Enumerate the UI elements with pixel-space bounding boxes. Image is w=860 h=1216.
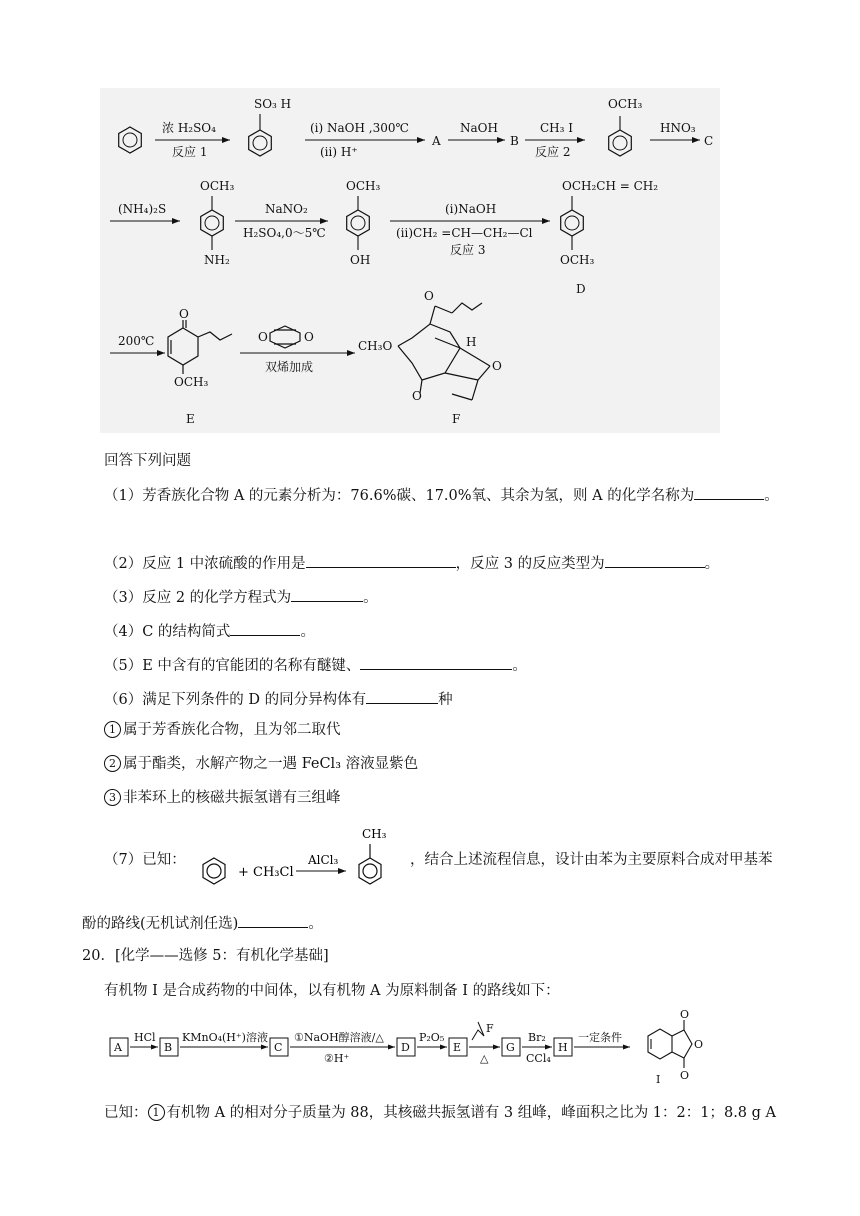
circled-number: 2 [104,755,121,772]
box-G: G [506,1041,515,1054]
answer-blank-q1[interactable] [694,485,764,500]
box-C: C [274,1041,283,1054]
reagent-label: NaOH [460,121,498,135]
compound-B-label: B [510,134,519,148]
condition-1 [104,720,341,740]
f-carbonyl-o-label: O [424,289,434,303]
question-7-end: 。 [308,916,323,932]
f-carbonyl-o-label: O [492,359,502,373]
benzoquinone-structure [270,326,300,348]
problem-20-title: 20．[化学——选修 5：有机化学基础] [82,948,329,964]
box-D: D [401,1041,410,1054]
reagent-kmno4: KMnO₄(H⁺)溶液 [182,1031,268,1044]
answer-blank-q4[interactable] [230,621,300,636]
question-1-text: （1）芳香族化合物 A 的元素分析为：76.6%碳、17.0%氧、其余为氢，则 A 的化学名称为 [104,488,695,504]
question-5 [104,655,527,676]
p-methoxyphenol-ring [347,210,370,236]
condition-3-text: 非苯环上的核磁共振氢谱有三组峰 [123,790,341,806]
question-6-end: 种 [438,692,453,708]
question-2-text-a: （2）反应 1 中浓硫酸的作用是 [104,556,306,572]
carbonyl-o-label: O [179,307,189,321]
ch3cl-label: + CH₃Cl [238,865,294,880]
problem-20-intro: 有机物 I 是合成药物的中间体，以有机物 A 为原料制备 I 的路线如下： [104,983,560,999]
compound-E-structure [168,320,232,374]
friedel-crafts-equation [196,820,406,890]
reagent-label: (ⅰ)NaOH [445,202,497,216]
anhydride-o-label: O [680,1008,690,1021]
alcl3-label: AlCl₃ [308,853,339,867]
compound-C-label: C [704,134,714,148]
circled-number: 1 [104,721,121,738]
anisole-ring [609,130,632,156]
question-1-end: 。 [764,488,779,504]
quinone-o-label: O [258,330,268,344]
box-B: B [164,1041,173,1054]
reagent-p2o5: P₂O₅ [419,1031,445,1044]
anhydride-o-label: O [680,1069,690,1082]
benzene-ring [119,127,142,153]
compound-D-ring [561,210,584,236]
friedel-crafts-svg [196,820,406,890]
oh-label: OH [350,253,371,267]
reagent-label: 浓 H₂SO₄ [162,121,216,135]
answer-blank-q2a[interactable] [306,553,456,568]
question-2-end: 。 [704,556,720,572]
question-5-end: 。 [512,658,527,674]
question-6-text: （6）满足下列条件的 D 的同分异构体有 [104,692,367,708]
reagent-label: (NH₄)₂S [118,202,167,216]
problem-20-known [104,1103,776,1123]
och3-label: OCH₃ [560,253,595,267]
question-7-text-c: 酚的路线(无机试剂任选) [82,916,239,932]
allyl-ether-label: OCH₂CH = CH₂ [562,179,659,193]
question-7-continued [82,913,323,934]
reaction-label: 反应 3 [450,243,486,257]
compound-D-label: D [576,282,586,296]
answer-blank-q2b[interactable] [605,553,705,568]
answer-blank-q7[interactable] [238,913,308,928]
reagent-br2: Br₂ [528,1031,546,1044]
reagent-label: NaNO₂ [265,202,308,216]
och3-label: OCH₃ [200,179,235,193]
circled-number: 3 [104,789,121,806]
compound-F-label: F [452,412,461,426]
question-4-text: （4）C 的结构简式 [104,624,231,640]
synthesis-scheme [100,88,720,433]
compound-I-label: I [656,1073,661,1086]
box-H: H [558,1041,568,1054]
question-4-end: 。 [300,624,315,640]
och3-label: OCH₃ [346,179,381,193]
reagent-label: CH₃ I [540,121,574,135]
reagent-h-plus: ②H⁺ [324,1052,350,1065]
compound-F-structure [398,303,490,400]
question-1 [104,485,779,506]
question-3-text: （3）反应 2 的化学方程式为 [104,590,292,606]
reagent-F: F [486,1022,494,1035]
f-carbonyl-o-label: O [412,389,422,403]
question-5-text: （5）E 中含有的官能团的名称有醚键、 [104,658,361,674]
reagent-label: 200℃ [118,334,155,348]
ch3-label: CH₃ [362,827,387,841]
problem-20-svg [100,1008,720,1088]
questions-intro: 回答下列问题 [104,453,191,469]
reagent-label: (ⅰ) NaOH ,300℃ [310,121,409,135]
condition-2 [104,754,418,774]
so3h-label: SO₃ H [254,97,292,111]
reagent-heat: △ [480,1052,489,1065]
och3-label: OCH₃ [174,375,209,389]
ch3o-label: CH₃O [358,339,393,353]
reagent-label: (ⅱ)CH₂ =CH—CH₂—Cl [396,226,533,240]
answer-blank-q6[interactable] [366,689,438,704]
benzenesulfonic-acid-ring [249,130,272,156]
question-7-prefix: （7）已知： [104,852,186,868]
scheme-svg [100,88,720,433]
box-E: E [453,1041,462,1054]
answer-blank-q3[interactable] [291,587,363,602]
reaction-label: 双烯加成 [265,360,314,374]
reagent-naoh-alcohol: ①NaOH醇溶液/△ [294,1031,384,1044]
known-text: 有机物 A 的相对分子质量为 88，其核磁共振氢谱有 3 组峰，峰面积之比为 1：2：1；8.8 g A [166,1105,777,1121]
compound-I-structure [648,1020,692,1068]
reagent-label: H₂SO₄,0～5℃ [243,226,326,240]
known-prefix: 已知： [104,1105,148,1121]
condition-1-text: 属于芳香族化合物，且为邻二取代 [123,722,341,738]
circled-number: 1 [148,1104,165,1121]
problem-20-scheme [100,1008,720,1088]
p-anisidine-ring [201,210,224,236]
quinone-o-label: O [304,330,314,344]
box-A: A [114,1041,122,1054]
compound-A-label: A [432,134,441,148]
reagent-condition: 一定条件 [578,1031,622,1044]
nh2-label: NH₂ [204,253,230,267]
question-2-text-b: ，反应 3 的反应类型为 [455,556,605,572]
question-7-text: ，结合上述流程信息，设计由苯为主要原料合成对甲基苯 [410,852,773,868]
question-3-end: 。 [363,590,378,606]
anhydride-o-label: O [694,1038,704,1051]
reagent-label: HNO₃ [660,121,696,135]
reagent-ccl4: CCl₄ [526,1052,551,1065]
reagent-hcl: HCl [134,1031,156,1044]
question-3 [104,587,378,608]
reaction-label: 反应 1 [172,145,208,159]
h-label: H [466,335,477,349]
condition-3 [104,788,341,808]
compound-E-label: E [186,412,195,426]
answer-blank-q5[interactable] [360,655,512,670]
och3-label: OCH₃ [608,97,643,111]
question-2 [104,553,719,574]
condition-2-text: 属于酯类，水解产物之一遇 FeCl₃ 溶液显紫色 [123,756,419,772]
question-6 [104,689,453,710]
reaction-label: 反应 2 [535,145,571,159]
reagent-label: (ⅱ) H⁺ [320,145,358,159]
question-4 [104,621,315,642]
